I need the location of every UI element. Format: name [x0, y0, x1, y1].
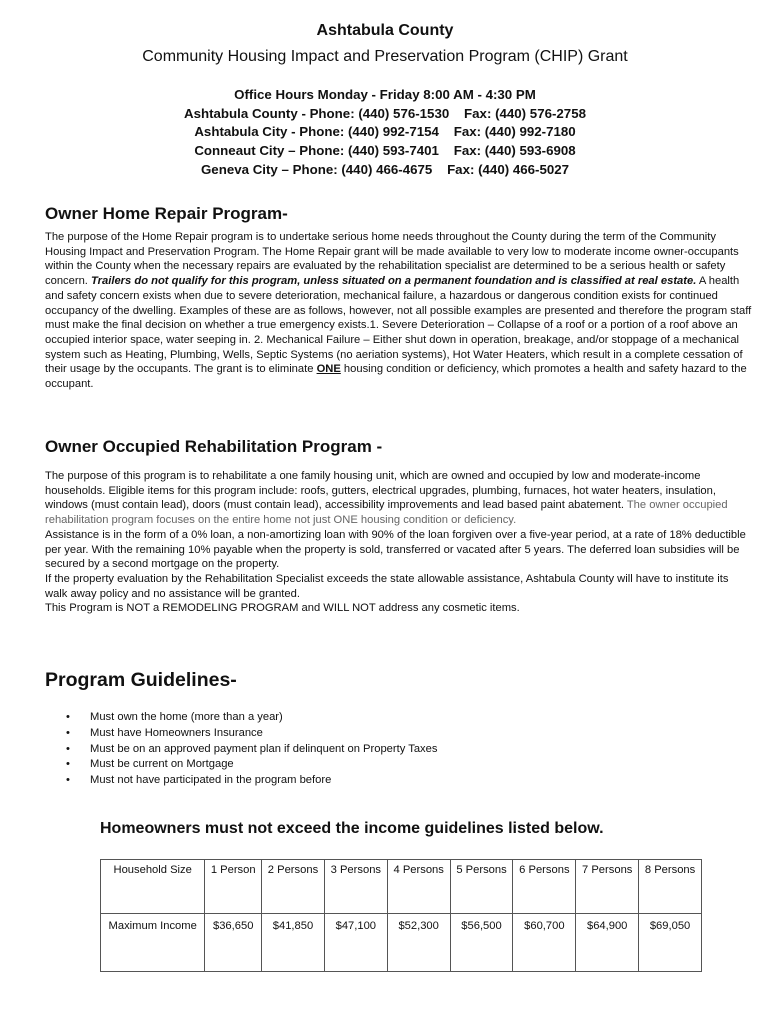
list-item — [45, 757, 437, 773]
contact-phone: Geneva City – Phone: (440) 466-4675 — [200, 161, 433, 177]
table-cell: $36,650 — [205, 914, 262, 972]
contact-row — [0, 123, 770, 142]
row-label-household-size: Household Size — [101, 860, 205, 914]
guideline-text: Must not have participated in the program before — [90, 774, 332, 787]
rehab-text-3: If the property evaluation by the Rehabilitation Specialist exceeds the state allowable assistance, Ashtabula County will have to institute its walk away policy and no assistance will be granted. — [45, 572, 729, 600]
table-cell: $52,300 — [387, 914, 450, 972]
income-heading: Homeowners must not exceed the income guidelines listed below. — [100, 820, 604, 837]
table-cell: 5 Persons — [450, 860, 513, 914]
owner-repair-paragraph — [45, 230, 753, 392]
owner-repair-heading: Owner Home Repair Program- — [45, 204, 288, 223]
bullet-icon: • — [66, 711, 70, 723]
table-cell: 8 Persons — [639, 860, 702, 914]
bullet-icon: • — [66, 742, 70, 755]
contact-phone: Ashtabula County - Phone: (440) 576-1530 — [183, 105, 450, 121]
table-row — [101, 914, 702, 972]
office-hours: Office Hours Monday - Friday 8:00 AM - 4:30 PM — [234, 87, 536, 102]
table-cell: 7 Persons — [576, 860, 639, 914]
owner-repair-text-2: A health and safety concern exists when due to severe deterioration, mechanical failure, a hazardous or dangerous condition exists for continued occupancy of the dwelling. Examples of these are as follows, however, not all possible examples are presented and therefore the program staff must make the final decision on whether a true emergency exists.1. Severe Deterioration – Collapse of a roof or a portion of a roof above an occupied interior space, water seeping in. 2. Mechanical Failure – Either shut down in operation, breakage, and/or stoppage of a mechanical system such as Heating, Plumbing, Wells, Septic Systems (no aeriation systems), Hot Water Heaters, which result in a complete cessation of their usage by the occupants. The grant is to eliminate — [45, 275, 752, 376]
table-cell: 2 Persons — [262, 860, 325, 914]
list-item — [45, 742, 437, 758]
table-cell: $60,700 — [513, 914, 576, 972]
income-table — [100, 859, 702, 972]
table-cell: 1 Person — [205, 860, 262, 914]
list-item — [45, 726, 437, 742]
guidelines-list — [45, 710, 437, 789]
contact-fax: Fax: (440) 576-2758 — [464, 105, 586, 121]
table-cell: $56,500 — [450, 914, 513, 972]
guideline-text: Must own the home (more than a year) — [90, 711, 283, 723]
guideline-text: Must be current on Mortgage — [90, 758, 234, 771]
bullet-icon: • — [66, 758, 70, 771]
contact-row — [0, 105, 770, 124]
row-label-maximum-income: Maximum Income — [101, 914, 205, 972]
rehab-text-1: The purpose of this program is to rehabilitate a one family housing unit, which are owned and occupied by low and moderate-income households. Eligible items for this program include: roofs, gutters, electrical upgrades, plumbing, furnaces, hot water heaters, insulation, windows (must contain lead), doors (must contain lead), accessibility improvements and lead based paint abatement. — [45, 470, 716, 512]
bullet-icon: • — [66, 726, 70, 739]
contact-block — [0, 86, 770, 180]
contact-phone: Conneaut City – Phone: (440) 593-7401 — [194, 143, 439, 159]
rehab-paragraph — [45, 469, 753, 616]
one-emphasis: ONE — [316, 363, 341, 376]
bullet-icon: • — [66, 774, 70, 787]
list-item — [45, 773, 437, 789]
table-row — [101, 860, 702, 914]
trailers-notice: Trailers do not qualify for this program, unless situated on a permanent foundation and is classified at real estate. — [91, 275, 697, 288]
table-cell: 6 Persons — [513, 860, 576, 914]
contact-phone: Ashtabula City - Phone: (440) 992-7154 — [194, 124, 439, 140]
table-cell: 3 Persons — [324, 860, 387, 914]
rehab-text-4: This Program is NOT a REMODELING PROGRAM and WILL NOT address any cosmetic items. — [45, 602, 520, 615]
rehab-text-2: Assistance is in the form of a 0% loan, a non-amortizing loan with 90% of the loan forgiven over a five-year period, at a rate of 18% deductible per year. With the remaining 10% payable when the property is sold, transferred or vacated after 5 years. The deferred loan subsidies will be secured by a second mortgage on the property. — [45, 528, 746, 571]
guideline-text: Must be on an approved payment plan if delinquent on Property Taxes — [90, 742, 438, 755]
county-title: Ashtabula County — [316, 22, 454, 39]
program-title: Community Housing Impact and Preservation Program (CHIP) Grant — [142, 48, 628, 65]
table-cell: $69,050 — [639, 914, 702, 972]
contact-fax: Fax: (440) 593-6908 — [453, 143, 576, 159]
table-cell: $41,850 — [262, 914, 325, 972]
contact-row — [0, 161, 770, 180]
table-cell: $64,900 — [576, 914, 639, 972]
table-cell: 4 Persons — [387, 860, 450, 914]
contact-row — [0, 142, 770, 161]
guideline-text: Must have Homeowners Insurance — [90, 726, 263, 739]
rehab-heading: Owner Occupied Rehabilitation Program - — [45, 437, 383, 456]
contact-fax: Fax: (440) 992-7180 — [453, 124, 576, 140]
guidelines-heading: Program Guidelines- — [45, 669, 237, 691]
list-item — [45, 710, 437, 726]
rehab-focus-note: The owner occupied rehabilitation program focuses on the entire home not just ONE housing condition or deficiency. — [45, 499, 728, 527]
table-cell: $47,100 — [324, 914, 387, 972]
owner-repair-text-1: The purpose of the Home Repair program is to undertake serious home needs throughout the County during the term of the Community Housing Impact and Preservation Program. The Home Repair grant will be made available to very low to moderate income owner-occupants within the County when the necessary repairs are evaluated by the rehabilitation specialist are determined to be a serious health or safety concern. — [45, 231, 739, 288]
owner-repair-text-3: housing condition or deficiency, which promotes a health and safety hazard to the occupant. — [45, 363, 747, 391]
contact-fax: Fax: (440) 466-5027 — [447, 161, 570, 177]
